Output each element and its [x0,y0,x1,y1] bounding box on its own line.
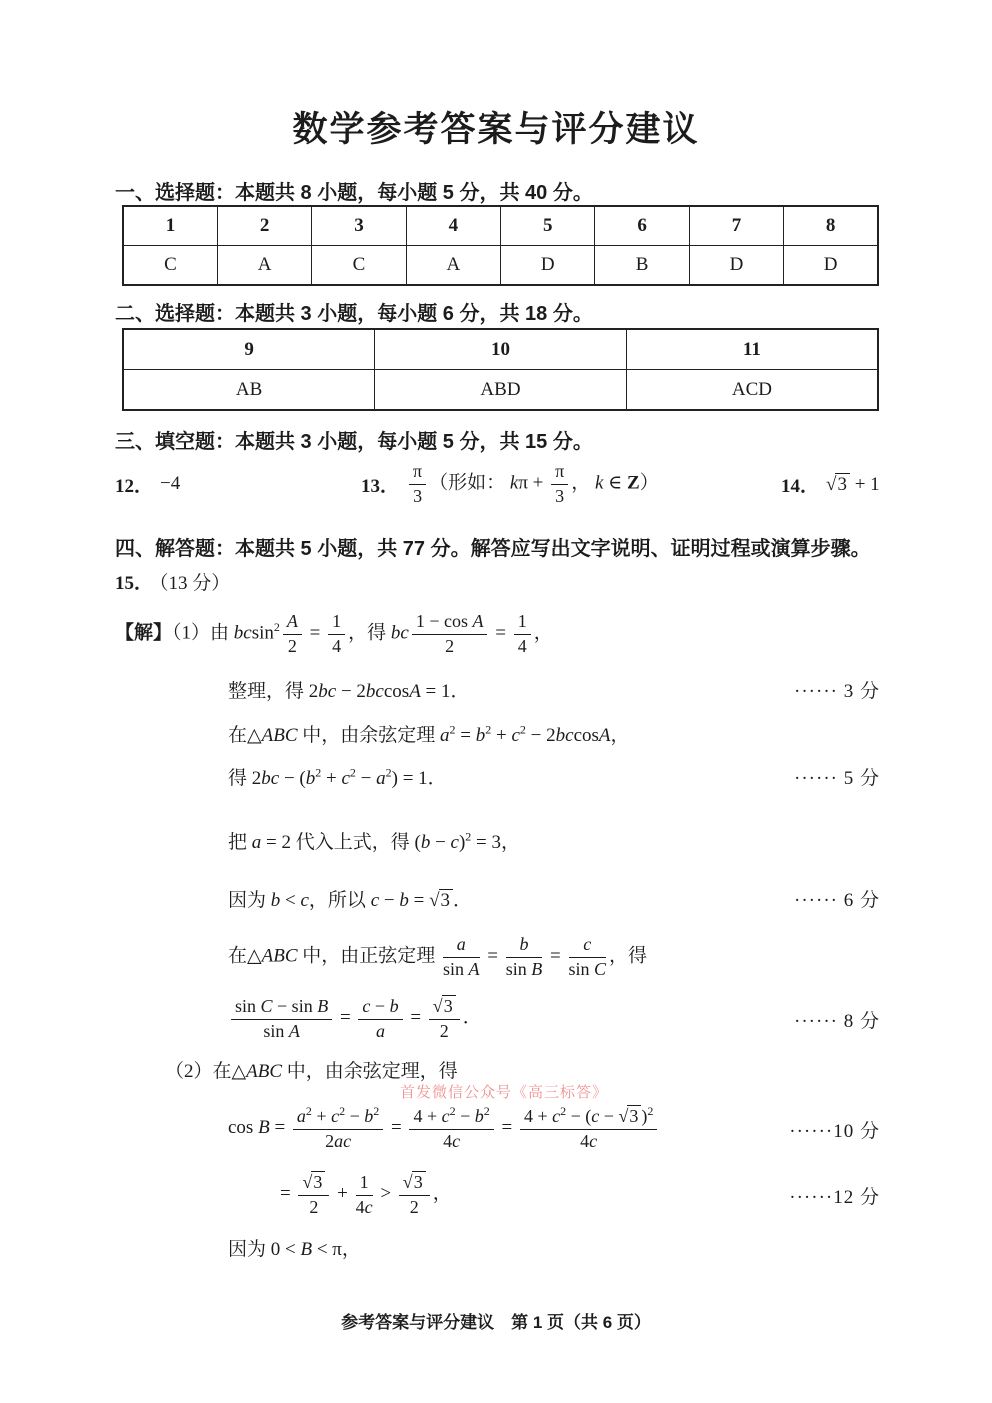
math-expression: 把 a = 2 代入上式，得 $(b - c)^2 = 3$， [228,829,521,853]
solution-line-7 [228,928,647,986]
table-row [123,329,878,370]
table-cell: B [595,246,689,286]
table-cell: ACD [626,370,878,411]
math-expression: 在△ABC 中，由余弦定理 $a^2 = b^2 + c^2 - 2bccosA$， [228,722,630,746]
table-cell: 6 [595,206,689,246]
fill-in-answers-row [115,452,880,516]
score-badge: ······ 3 分 [794,680,880,702]
score-badge: ······10 分 [789,1120,880,1142]
question-number: 12． [115,475,154,497]
solution-line-5 [228,826,520,854]
table-cell: 11 [626,329,878,370]
table-cell: 9 [123,329,375,370]
solution-line-6 [228,884,880,912]
math-expression: 整理，得 2bc − 2bccosA = 1． [228,680,470,702]
section-1-heading: 一、选择题：本题共 8 小题，每小题 5 分，共 40 分。 [115,182,593,204]
table-cell: AB [123,370,375,411]
score-badge: ······ 6 分 [794,889,880,911]
solution-line-1 [115,603,553,665]
table-cell: D [689,246,783,286]
question-number: 13． [361,475,400,497]
score-badge: ······12 分 [789,1186,880,1208]
table-cell: ABD [375,370,627,411]
table-cell: C [123,246,217,286]
table-cell: 8 [784,206,878,246]
solution-line-11 [280,1166,880,1224]
table-cell: 7 [689,206,783,246]
question-number: 15． [115,573,154,594]
answer-table-1 [122,205,879,286]
math-expression: $\frac{\pi}{3}$ （形如： kπ + $\frac{\pi}{3}$ ， k ∈ Z） [406,461,659,507]
table-row [123,206,878,246]
solution-line-8 [228,990,880,1048]
math-expression: 因为 b < c，所以 c − b = √3 ． [228,889,473,911]
math-expression: 因为 0 < B < π， [228,1238,361,1260]
math-expression: = $\frac{√3}{2}$ + $\frac{1}{4c}$ > $\frac{√3}{2}$ ， [280,1171,452,1217]
solution-line-4 [228,763,880,789]
table-cell: A [217,246,311,286]
math-expression: $\frac{\text{sin C − sin B}}{\text{sin A}}$ = $\frac{c - b}{a}$ = $\frac{√3}{2}$ ． [228,995,482,1042]
section-3-heading: 三、填空题：本题共 3 小题，每小题 5 分，共 15 分。 [115,431,593,453]
table-cell: 1 [123,206,217,246]
question-15-header [115,568,230,595]
table-cell: C [312,246,406,286]
page-title: 数学参考答案与评分建议 [292,110,700,149]
question-points: （13 分） [159,573,231,594]
table-cell: 2 [217,206,311,246]
question-number: 14． [781,475,820,497]
solution-line-3 [228,720,630,746]
solution-line-10 [228,1092,880,1166]
section-2-heading: 二、选择题：本题共 3 小题，每小题 6 分，共 18 分。 [115,303,593,325]
math-expression: −4 [160,473,181,494]
table-cell: A [406,246,500,286]
answer-table-2 [122,328,879,411]
table-cell: 3 [312,206,406,246]
table-row [123,370,878,411]
math-expression: （2）在△ABC 中，由余弦定理，得 [165,1060,458,1082]
math-expression: cos B = $\frac{a^2 + c^2 - b^2}{2ac}$ = $\frac{4 + c^2 - b^2}{4c}$ = $\frac{4 + c^2 - (c - √3 )^2}{4c}$ [228,1105,660,1152]
table-cell: 4 [406,206,500,246]
score-badge: ······ 8 分 [794,1010,880,1032]
score-badge: ······ 5 分 [794,767,880,789]
math-expression: 【解】（1）由 bcsin$^2$ $\frac{A}{2}$ = $\frac{1}{4}$ ，得 bc $\frac{\text{1 − cos A}}{2}$ = $\frac{1}{4}$ ， [115,610,553,656]
watermark: 首发微信公众号《高三标答》 [400,1085,609,1101]
solution-line-2 [228,676,880,702]
table-cell: D [501,246,595,286]
section-4-heading: 四、解答题：本题共 5 小题，共 77 分。解答应写出文字说明、证明过程或演算步骤。 [115,538,871,560]
solution-line-12 [228,1234,361,1260]
table-cell: D [784,246,878,286]
solution-line-9 [165,1056,458,1082]
table-cell: 10 [375,329,627,370]
fill-item-13 [361,452,659,516]
math-expression: 得 $2bc - (b^2 + c^2 - a^2) = 1$． [228,765,447,789]
table-cell: 5 [501,206,595,246]
math-expression: √3 + 1 [826,473,880,495]
table-row [123,246,878,286]
fill-item-12 [115,452,180,516]
fill-item-14 [781,452,880,516]
math-expression: 在△ABC 中，由正弦定理 $\frac{a}{\text{sin A}}$ = $\frac{b}{\text{sin B}}$ = $\frac{c}{\text{sin C}}$ ，得 [228,933,648,979]
page-footer: 参考答案与评分建议 第 1 页（共 6 页） [341,1313,651,1332]
